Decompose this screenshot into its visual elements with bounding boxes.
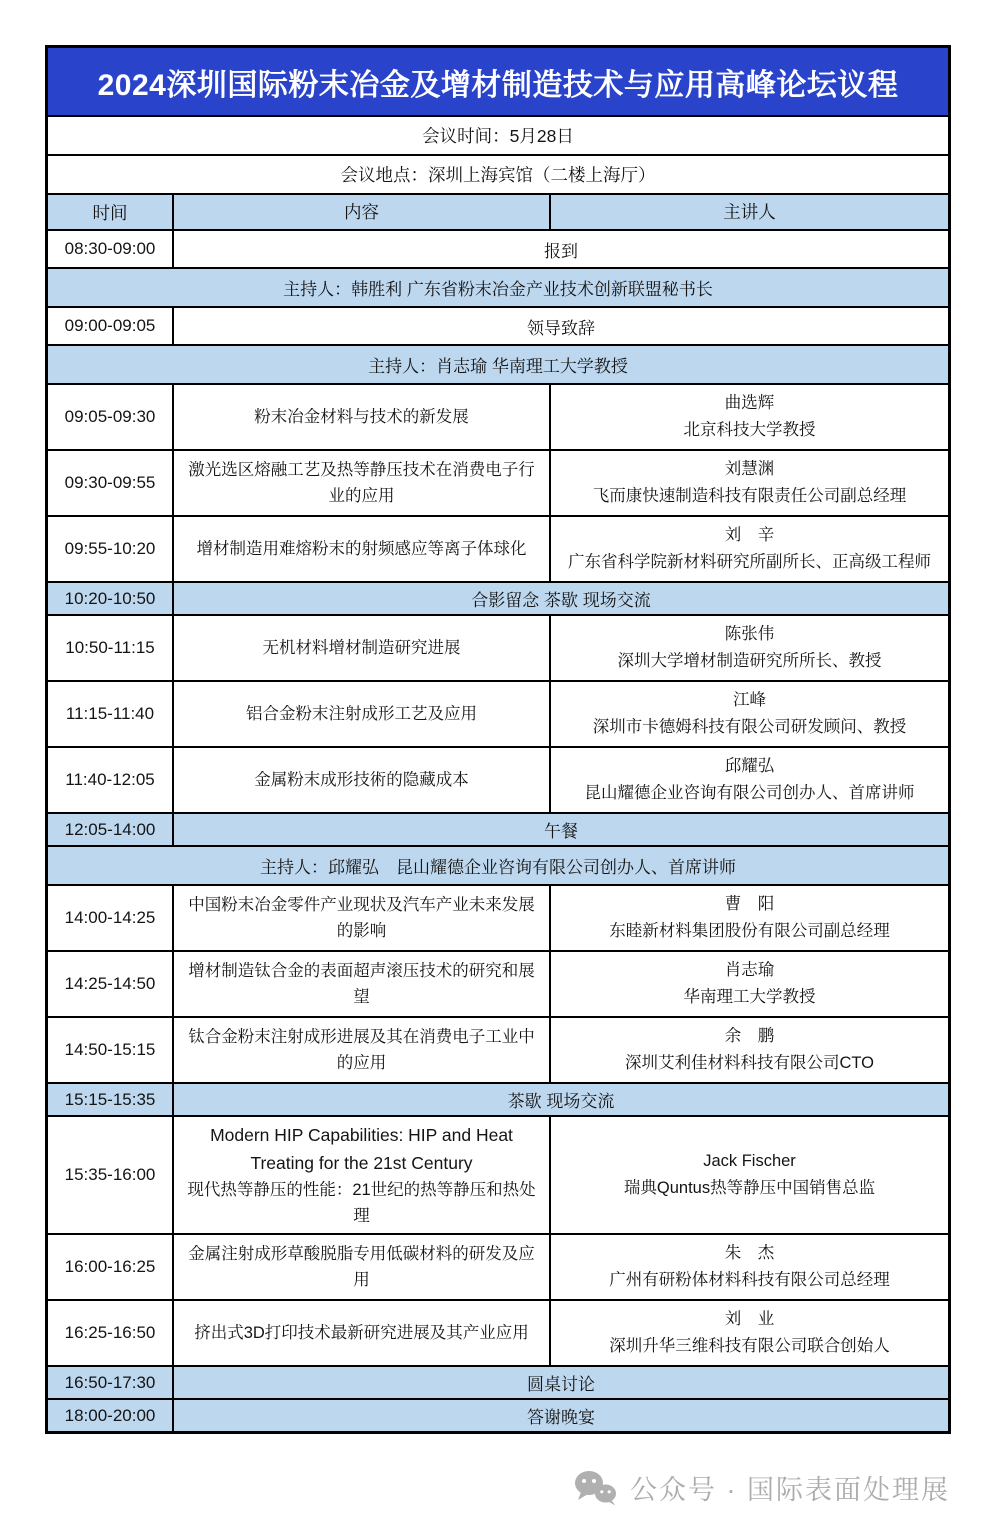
session-row xyxy=(48,383,948,449)
session-row xyxy=(48,1115,948,1233)
activity-cell: 报到 xyxy=(544,241,578,261)
time-cell: 09:00-09:05 xyxy=(48,308,174,344)
activity-cell: 午餐 xyxy=(544,822,578,841)
chair-label: 主持人：邱耀弘 昆山耀德企业咨询有限公司创办人、首席讲师 xyxy=(260,858,736,877)
speaker-name: 朱 杰 xyxy=(724,1244,775,1262)
time-cell: 09:55-10:20 xyxy=(48,517,174,581)
time-cell: 16:50-17:30 xyxy=(48,1367,174,1398)
speaker-org: 瑞典Quntus热等静压中国销售总监 xyxy=(623,1179,876,1197)
break-row xyxy=(48,812,948,845)
talk-title-cell xyxy=(174,1018,551,1082)
meeting-time-text: 会议时间：5月28日 xyxy=(422,126,574,146)
talk-title-chinese: 激光选区熔融工艺及热等静压技术在消费电子行业的应用 xyxy=(188,461,535,505)
activity-cell: 领导致辞 xyxy=(527,318,595,338)
session-chair-row xyxy=(48,845,948,884)
agenda-title-bar xyxy=(48,48,948,115)
agenda-title-text: 2024深圳国际粉末冶金及增材制造技术与应用高峰论坛议程 xyxy=(97,68,899,102)
talk-title-chinese: 增材制造用难熔粉末的射频感应等离子体球化 xyxy=(196,540,527,558)
talk-title-english: Modern HIP Capabilities: HIP and Heat Treating for the 21st Century xyxy=(210,1125,513,1173)
activity-cell: 合影留念 茶歇 现场交流 xyxy=(471,591,651,610)
speaker-cell xyxy=(551,451,948,515)
speaker-org: 深圳市卡德姆科技有限公司研发顾问、教授 xyxy=(592,718,907,736)
activity-cell: 答谢晚宴 xyxy=(527,1408,595,1427)
time-cell: 09:05-09:30 xyxy=(48,385,174,449)
wechat-icon xyxy=(574,1470,618,1506)
session-row xyxy=(48,680,948,746)
chair-label: 主持人：肖志瑜 华南理工大学教授 xyxy=(368,357,628,376)
speaker-cell xyxy=(551,886,948,950)
speaker-cell xyxy=(551,748,948,812)
speaker-cell xyxy=(551,517,948,581)
speaker-org: 深圳大学增材制造研究所所长、教授 xyxy=(617,652,882,670)
talk-title-chinese: 增材制造钛合金的表面超声滚压技术的研究和展望 xyxy=(188,962,535,1006)
watermark-text: 公众号 · 国际表面处理展 xyxy=(630,1475,950,1505)
speaker-name: 刘 辛 xyxy=(724,526,775,544)
speaker-cell xyxy=(551,385,948,449)
time-cell: 12:05-14:00 xyxy=(48,814,174,845)
break-row xyxy=(48,1365,948,1398)
session-row xyxy=(48,1016,948,1082)
session-chair-row xyxy=(48,344,948,383)
agenda-rows xyxy=(48,229,948,1431)
break-row xyxy=(48,1398,948,1431)
speaker-org: 深圳升华三维科技有限公司联合创始人 xyxy=(609,1337,890,1355)
col-header-time: 时间 xyxy=(48,195,174,229)
time-cell: 14:25-14:50 xyxy=(48,952,174,1016)
time-cell: 14:00-14:25 xyxy=(48,886,174,950)
talk-title-cell xyxy=(174,616,551,680)
time-cell: 10:50-11:15 xyxy=(48,616,174,680)
speaker-org: 昆山耀德企业咨询有限公司创办人、首席讲师 xyxy=(584,784,915,802)
speaker-name: 刘慧渊 xyxy=(724,460,775,478)
speaker-name: 刘 业 xyxy=(724,1310,775,1328)
talk-title-cell xyxy=(174,1117,551,1233)
time-cell: 11:15-11:40 xyxy=(48,682,174,746)
speaker-cell xyxy=(551,1018,948,1082)
speaker-cell xyxy=(551,1117,948,1233)
session-row xyxy=(48,614,948,680)
talk-title-chinese: 粉末冶金材料与技术的新发展 xyxy=(254,408,469,426)
time-cell: 10:20-10:50 xyxy=(48,583,174,614)
break-row xyxy=(48,1082,948,1115)
time-cell: 16:00-16:25 xyxy=(48,1235,174,1299)
col-header-content: 内容 xyxy=(174,195,551,229)
session-row xyxy=(48,449,948,515)
time-cell: 15:15-15:35 xyxy=(48,1084,174,1115)
meeting-venue-text: 会议地点：深圳上海宾馆（二楼上海厅） xyxy=(340,165,656,185)
speaker-cell xyxy=(551,616,948,680)
col-header-speaker: 主讲人 xyxy=(723,202,776,222)
session-row xyxy=(48,515,948,581)
talk-title-cell xyxy=(174,1301,551,1365)
session-row xyxy=(48,1299,948,1365)
activity-cell: 茶歇 现场交流 xyxy=(507,1092,615,1111)
speaker-org: 华南理工大学教授 xyxy=(683,988,816,1006)
speaker-name: 邱耀弘 xyxy=(724,757,775,775)
talk-title-cell xyxy=(174,451,551,515)
activity-row xyxy=(48,229,948,267)
activity-cell: 圆桌讨论 xyxy=(527,1375,595,1394)
speaker-cell xyxy=(551,682,948,746)
speaker-name: 曲选辉 xyxy=(724,394,775,412)
talk-title-chinese: 现代热等静压的性能：21世纪的热等静压和热处理 xyxy=(187,1181,536,1225)
meeting-venue-row xyxy=(48,154,948,193)
meeting-time-row xyxy=(48,115,948,154)
session-chair-row xyxy=(48,267,948,306)
speaker-cell xyxy=(551,1301,948,1365)
talk-title-cell xyxy=(174,385,551,449)
session-row xyxy=(48,746,948,812)
talk-title-cell xyxy=(174,517,551,581)
time-cell: 14:50-15:15 xyxy=(48,1018,174,1082)
time-cell: 09:30-09:55 xyxy=(48,451,174,515)
speaker-name: 陈张伟 xyxy=(724,625,775,643)
talk-title-chinese: 中国粉末冶金零件产业现状及汽车产业未来发展的影响 xyxy=(188,896,535,940)
speaker-org: 飞而康快速制造科技有限责任公司副总经理 xyxy=(592,487,907,505)
column-header-row xyxy=(48,193,948,229)
talk-title-cell xyxy=(174,748,551,812)
talk-title-chinese: 金属粉末成形技術的隐藏成本 xyxy=(254,771,469,789)
speaker-org: 广州有研粉体材料科技有限公司总经理 xyxy=(609,1271,890,1289)
time-cell: 15:35-16:00 xyxy=(48,1117,174,1233)
speaker-org: 广东省科学院新材料研究所副所长、正高级工程师 xyxy=(568,553,931,571)
talk-title-chinese: 无机材料增材制造研究进展 xyxy=(262,639,461,657)
time-cell: 18:00-20:00 xyxy=(48,1400,174,1431)
session-row xyxy=(48,1233,948,1299)
time-cell: 11:40-12:05 xyxy=(48,748,174,812)
talk-title-cell xyxy=(174,952,551,1016)
activity-row xyxy=(48,306,948,344)
speaker-name: 余 鹏 xyxy=(724,1027,775,1045)
speaker-org: 深圳艾利佳材料科技有限公司CTO xyxy=(624,1054,875,1072)
talk-title-cell xyxy=(174,682,551,746)
time-cell: 08:30-09:00 xyxy=(48,231,174,267)
speaker-name: Jack Fischer xyxy=(703,1152,796,1170)
speaker-org: 东睦新材料集团股份有限公司副总经理 xyxy=(609,922,890,940)
session-row xyxy=(48,950,948,1016)
break-row xyxy=(48,581,948,614)
speaker-cell xyxy=(551,952,948,1016)
talk-title-chinese: 金属注射成形草酸脱脂专用低碳材料的研发及应用 xyxy=(188,1245,535,1289)
session-row xyxy=(48,884,948,950)
wechat-watermark xyxy=(574,1468,950,1507)
talk-title-chinese: 铝合金粉末注射成形工艺及应用 xyxy=(246,705,477,723)
speaker-cell xyxy=(551,1235,948,1299)
speaker-org: 北京科技大学教授 xyxy=(683,421,816,439)
speaker-name: 曹 阳 xyxy=(724,895,775,913)
speaker-name: 肖志瑜 xyxy=(724,961,775,979)
talk-title-cell xyxy=(174,1235,551,1299)
speaker-name: 江峰 xyxy=(733,691,766,709)
talk-title-chinese: 挤出式3D打印技术最新研究进展及其产业应用 xyxy=(194,1324,529,1342)
chair-label: 主持人：韩胜利 广东省粉末冶金产业技术创新联盟秘书长 xyxy=(283,280,713,299)
talk-title-cell xyxy=(174,886,551,950)
time-cell: 16:25-16:50 xyxy=(48,1301,174,1365)
talk-title-chinese: 钛合金粉末注射成形进展及其在消费电子工业中的应用 xyxy=(188,1028,535,1072)
agenda-table xyxy=(45,45,951,1434)
